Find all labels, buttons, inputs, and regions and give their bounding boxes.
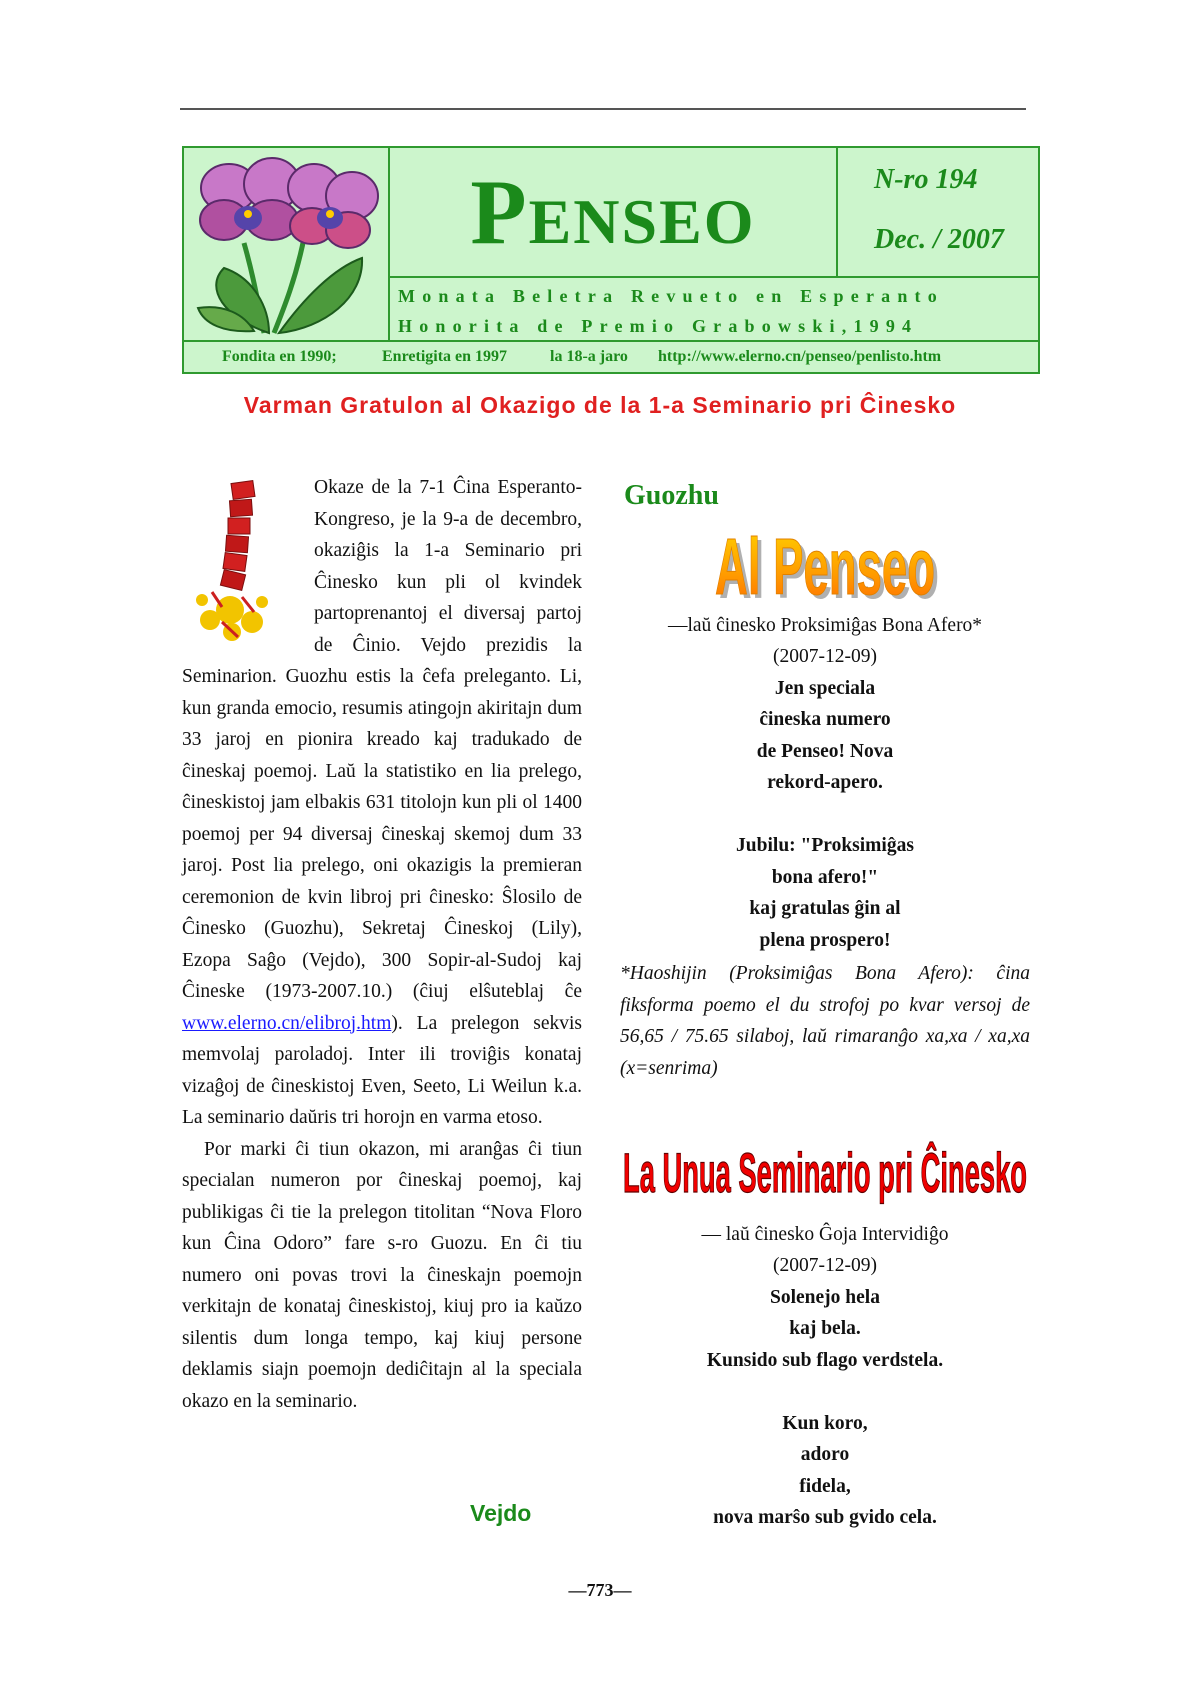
poem2-line: fidela, <box>799 1475 851 1497</box>
poem-author: Guozhu <box>624 480 719 511</box>
poems-column <box>620 480 1030 1534</box>
poem1-line: plena prospero! <box>759 929 891 951</box>
article-signature: Vejdo <box>470 1500 532 1526</box>
poem2-line: Kun koro, <box>782 1412 868 1434</box>
poem1-subtitle: —laŭ ĉinesko Proksimiĝas Bona Afero* <box>667 614 983 636</box>
pansy-flower-icon <box>184 148 384 336</box>
poem1-line: kaj gratulas ĝin al <box>749 898 901 919</box>
registered-date-text: la 18-a jaro <box>550 348 628 365</box>
article-paragraph-2: Por marki ĉi tiun okazon, mi aranĝas ĉi tiun specialan numeron por ĉineskaj poemoj, kaj publikigas ĉi tie la prelegon titolitan “Nova Floro kun Ĉina Odoro” fare s-ro Guozu. En ĉi tiu numero oni povas trovi la ĉineskajn poemojn verkitajn de konataj ĉineskistoj, kiuj pro ia kaŭzo silentis dum longa tempo, kaj kiuj persone deklamis siajn poemojn dediĉitajn al la speciala okazo en la seminario. <box>182 1138 582 1412</box>
page-number: —773— <box>568 1580 632 1600</box>
article-column <box>182 472 582 1417</box>
top-rule <box>180 108 1026 110</box>
pansy-logo <box>184 148 390 340</box>
section-gap <box>620 1084 1030 1124</box>
poem1-line: Jen speciala <box>774 677 876 699</box>
poem2-line: kaj bela. <box>789 1318 861 1339</box>
poem2-line: nova marŝo sub gvido cela. <box>713 1507 937 1528</box>
poem1-line: Jubilu: "Proksimiĝas <box>736 835 914 856</box>
wordart-seminario-text: La Unua Seminario pri Ĉinesko <box>623 1141 1027 1204</box>
stanza-gap <box>620 1376 1030 1408</box>
poem1-line: de Penseo! Nova <box>756 740 894 762</box>
issue-date: Dec. / 2007 <box>874 224 1004 255</box>
poem2-line: Kunsido sub flago verdstela. <box>706 1349 944 1371</box>
subtitle-line-1: Monata Beletra Revueto en Esperanto <box>398 286 944 306</box>
wordart-al-penseo-shadow: Al Penseo <box>719 525 939 610</box>
magazine-title-text: Penseo <box>470 161 756 263</box>
poem1-date: (2007-12-09) <box>773 646 877 667</box>
poem2-date: (2007-12-09) <box>773 1255 877 1276</box>
poem1-line: rekord-apero. <box>767 772 883 793</box>
wordart-al-penseo-text: Al Penseo <box>715 521 935 610</box>
registered-text: Enretigita en 1997 <box>382 348 508 365</box>
article-para1-text: Okaze de la 7-1 Ĉina Esperanto-Kongreso, je la 9-a de decembro, okaziĝis la 1-a Seminario pri Ĉinesko kun pli ol kvindek partoprenantoj el diversaj partoj de Ĉinio. Vejdo prezidis la Seminarion. Guozhu estis la ĉefa preleganto. Li, kun granda emocio, resumis atingojn akiritajn dum 33 jaroj en pionira kreado kaj tradukado de ĉineskaj poemoj. Laŭ la statistiko en lia prelego, ĉineskistoj jam elbakis 631 titolojn kun pli ol 1400 poemoj per 94 diversaj ĉineskaj skemoj dum 33 jaroj. Post lia prelego, oni okazigis la premieran ceremonion de kvin libroj pri ĉinesko: Ŝlosilo de Ĉinesko (Guozhu), Sekretaj Ĉineskoj (Lily), Ezopa Saĝo (Vejdo), 300 Sopir-al-Sudoj kaj Ĉineske (1973-2007.10.) (ĉiuj elŝuteblaj ĉe <box>182 477 582 1002</box>
poem2-line: adoro <box>800 1444 850 1465</box>
magazine-title <box>390 148 838 276</box>
wordart-seminario <box>620 1124 1030 1208</box>
issue-box <box>838 148 1038 276</box>
masthead-footer <box>184 340 1038 374</box>
founded-text: Fondita en 1990; <box>222 348 337 365</box>
issue-number: N-ro 194 <box>874 164 978 195</box>
ebooks-link[interactable]: www.elerno.cn/elibroj.htm <box>182 1012 392 1034</box>
headline: Varman Gratulon al Okazigo de la 1-a Seminario pri Ĉinesko <box>243 392 957 418</box>
wordart-al-penseo <box>705 518 945 610</box>
poem1-line: bona afero!" <box>771 866 879 888</box>
subtitle-box <box>390 276 1038 342</box>
poem2-subtitle: — laŭ ĉinesko Ĝoja Intervidiĝo <box>701 1223 949 1245</box>
poem1-line: ĉineska numero <box>759 709 891 730</box>
masthead <box>182 146 1040 374</box>
subtitle-line-2: Honorita de Premio Grabowski,1994 <box>398 316 919 336</box>
poem2-line: Solenejo hela <box>770 1286 880 1308</box>
website-link[interactable]: http://www.elerno.cn/penseo/penlisto.htm <box>658 348 942 365</box>
firecracker-icon <box>182 472 310 652</box>
article-para1-tail: ). La prelegon sekvis memvolaj paroladoj. Inter ili troviĝis konataj vizaĝoj de ĉineskistoj Even, Seeto, Li Weilun k.a. La seminario daŭris tri horojn en varma etoso. <box>182 1012 582 1128</box>
stanza-gap <box>620 799 1030 831</box>
poem1-footnote: *Haoshijin (Proksimiĝas Bona Afero): ĉina fiksforma poemo el du strofoj po kvar versoj de 56,65 / 75.65 silaboj, laŭ rimaranĝo xa,xa / xa,xa (x=senrima) <box>620 963 1030 1079</box>
